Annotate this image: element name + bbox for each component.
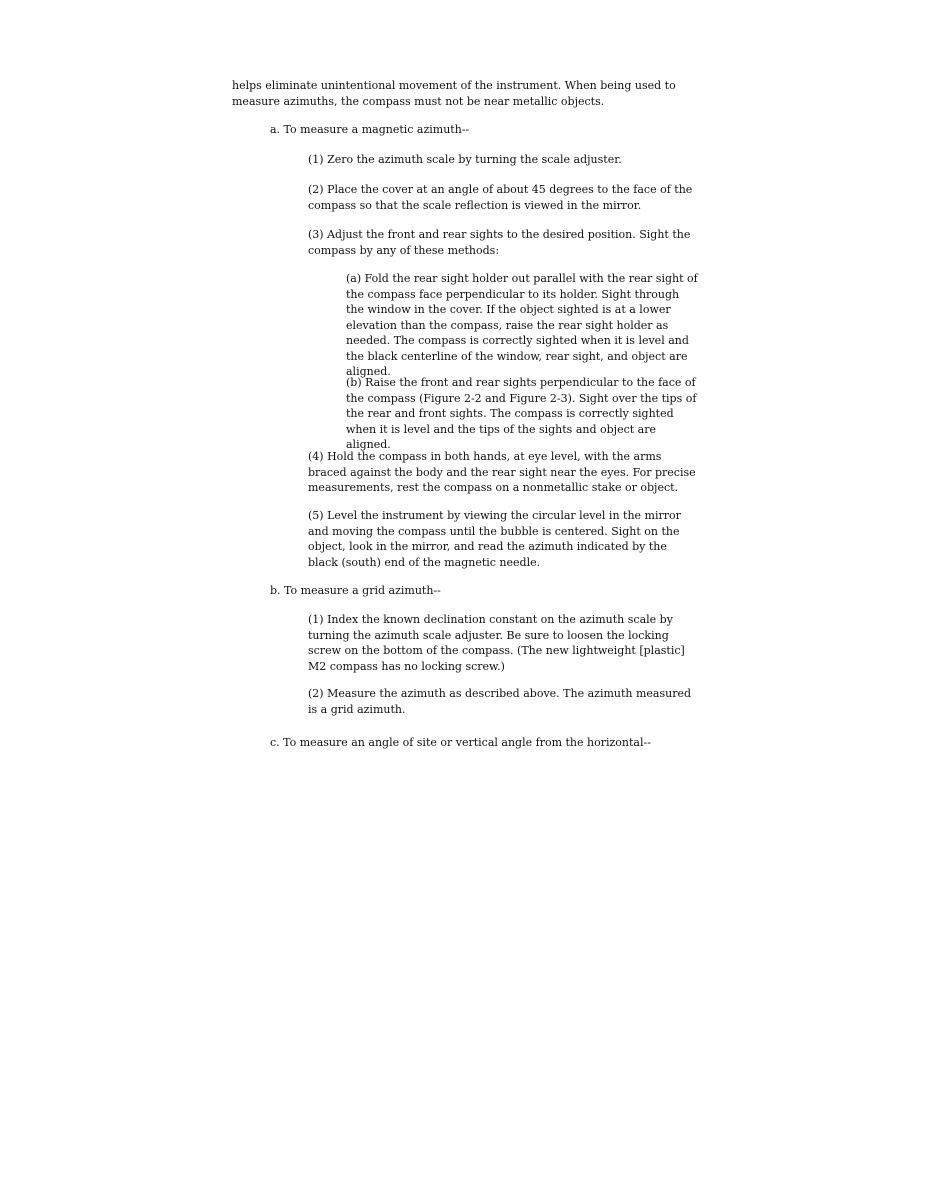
section-a-step-5: (5) Level the instrument by viewing the circular level in the mirror and moving the compass until the bubble is centered. Sight on the object, look in the mirror, and read the azimuth indicated by the black (south) end of the magnetic needle. (308, 509, 681, 569)
section-a-step-2: (2) Place the cover at an angle of about 45 degrees to the face of the compass so that the scale reflection is viewed in the mirror. (308, 183, 693, 212)
section-a-step-3a: (a) Fold the rear sight holder out parallel with the rear sight of the compass face perpendicular to its holder. Sight through the window in the cover. If the object sighted is at a lower elevation than the compass, raise the rear sight holder as needed. The compass is correctly sighted when it is level and the black centerline of the window, rear sight, and object are aligned. (346, 272, 698, 378)
section-b-step-2: (2) Measure the azimuth as described above. The azimuth measured is a grid azimuth. (308, 687, 692, 716)
section-a-heading: a. To measure a magnetic azimuth-- (270, 123, 470, 136)
section-a-step-3b: (b) Raise the front and rear sights perpendicular to the face of the compass (Figure 2-2 and Figure 2-3). Sight over the tips of the rear and front sights. The compass is correctly sighted when it is level and the tips of the sights and object are aligned. (346, 376, 697, 451)
section-b-step-1: (1) Index the known declination constant on the azimuth scale by turning the azimuth scale adjuster. Be sure to loosen the locking screw on the bottom of the compass. (The new lightweight [plastic] M2 compass has no locking screw.) (308, 613, 685, 673)
intro-paragraph: helps eliminate unintentional movement of the instrument. When being used to measure azimuths, the compass must not be near metallic objects. (232, 79, 676, 108)
section-a-step-1: (1) Zero the azimuth scale by turning the scale adjuster. (308, 153, 622, 166)
section-a-step-4: (4) Hold the compass in both hands, at eye level, with the arms braced against the body and the rear sight near the eyes. For precise measurements, rest the compass on a nonmetallic stake or object. (308, 450, 696, 494)
section-b-heading: b. To measure a grid azimuth-- (270, 584, 441, 597)
section-a-step-3: (3) Adjust the front and rear sights to the desired position. Sight the compass by any of these methods: (308, 228, 691, 257)
section-c-heading: c. To measure an angle of site or vertical angle from the horizontal-- (270, 736, 651, 749)
